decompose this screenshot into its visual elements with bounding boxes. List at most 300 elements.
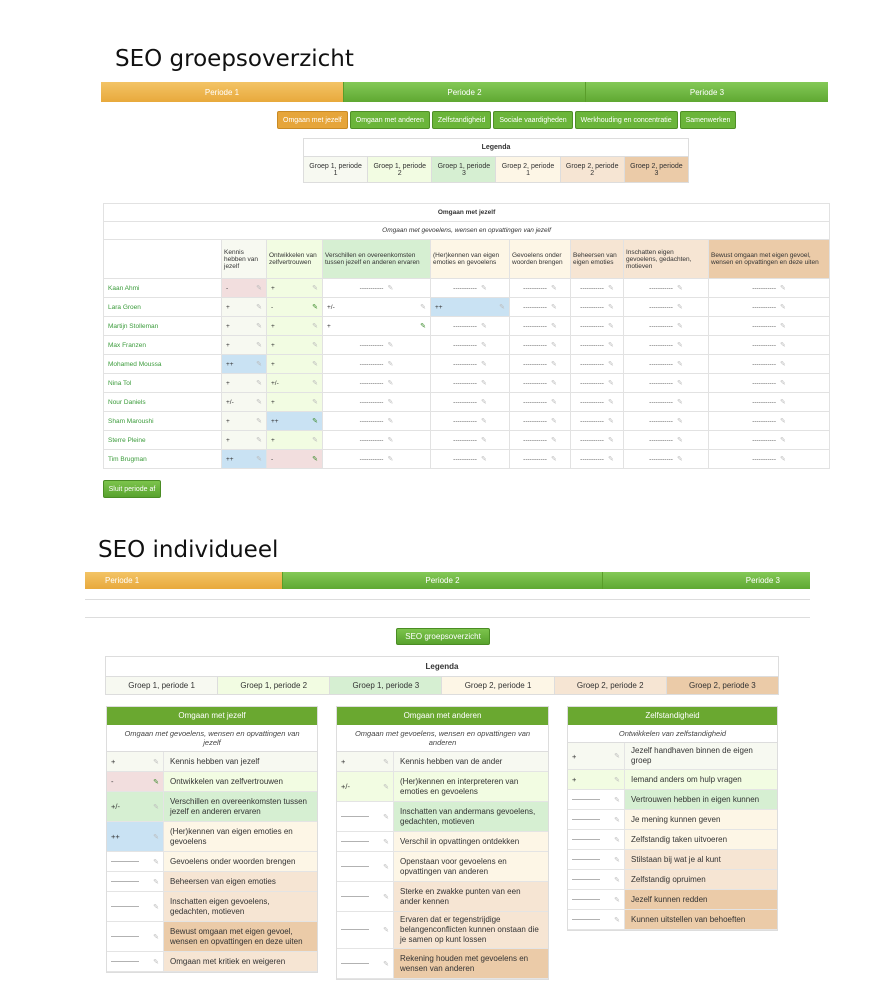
goal-label: Omgaan met kritiek en weigeren [164,952,317,971]
edit-icon[interactable]: ✎ [480,456,487,463]
goal-row [107,792,317,822]
edit-icon[interactable]: ✎ [153,778,159,786]
score-cell[interactable] [431,450,510,469]
tab-zelfstandigheid[interactable]: Zelfstandigheid [432,111,491,129]
score-cell[interactable] [222,279,267,298]
score-cell[interactable] [337,949,394,978]
score-cell[interactable] [323,431,431,450]
score-value: ----------- [752,360,776,368]
edit-icon[interactable]: ✎ [256,285,262,292]
edit-icon[interactable]: ✎ [420,323,426,330]
table-row [104,374,830,393]
score-cell[interactable] [267,431,323,450]
edit-icon[interactable]: ✎ [256,361,262,368]
score-cell[interactable] [571,298,624,317]
score-cell[interactable] [709,317,830,336]
score-cell[interactable] [431,393,510,412]
score-cell[interactable] [709,279,830,298]
score-cell[interactable] [107,792,164,821]
edit-icon[interactable]: ✎ [607,361,614,368]
score-value: ----------- [453,398,477,406]
tab-omgaan-met-jezelf[interactable]: Omgaan met jezelf [277,111,348,129]
goal-row [337,912,548,949]
score-cell[interactable] [709,355,830,374]
tab-samenwerken[interactable]: Samenwerken [680,111,737,129]
score-cell[interactable] [267,355,323,374]
student-name[interactable]: Nour Daniels [104,393,222,412]
legend-item: Groep 2, periode 2 [560,157,624,183]
edit-icon[interactable]: ✎ [614,896,620,904]
edit-icon[interactable]: ✎ [383,813,389,821]
score-cell[interactable] [323,298,431,317]
score-cell[interactable] [267,374,323,393]
edit-icon[interactable]: ✎ [387,380,394,387]
edit-icon[interactable]: ✎ [153,933,159,941]
score-cell[interactable] [568,910,625,929]
edit-icon[interactable]: ✎ [614,753,620,760]
edit-icon[interactable]: ✎ [383,893,389,901]
goal-label: Verschillen en overeenkomsten tussen jezelf en anderen ervaren [164,792,317,821]
score-cell[interactable] [510,374,571,393]
legend-top [303,138,689,183]
score-cell[interactable] [222,450,267,469]
column-header: (Her)kennen van eigen emoties en gevoelens [431,240,510,279]
score-cell[interactable] [624,279,709,298]
score-cell[interactable] [337,852,394,881]
edit-icon[interactable]: ✎ [480,437,487,444]
legend-title: Legenda [304,139,689,157]
score-cell[interactable] [431,355,510,374]
score-value: ++ [226,455,234,463]
score-cell[interactable] [222,298,267,317]
edit-icon[interactable]: ✎ [550,456,557,463]
edit-icon[interactable]: ✎ [676,361,683,368]
domain-card [336,706,549,980]
edit-icon[interactable]: ✎ [607,342,614,349]
tab-sociale-vaardigheden[interactable]: Sociale vaardigheden [493,111,572,129]
score-cell[interactable] [431,317,510,336]
edit-icon[interactable]: ✎ [480,323,487,330]
goal-label: Je mening kunnen geven [625,810,777,829]
goal-label: Zelfstandig opruimen [625,870,777,889]
period-1-tab[interactable]: Periode 1 [85,572,283,589]
period-3-tab[interactable]: Periode 3 [603,572,810,589]
score-value: ----------- [649,341,673,349]
score-cell[interactable] [624,374,709,393]
edit-icon[interactable]: ✎ [676,323,683,330]
score-cell[interactable] [709,298,830,317]
score-cell[interactable] [568,870,625,889]
student-name[interactable]: Lara Groen [104,298,222,317]
edit-icon[interactable]: ✎ [614,776,620,784]
edit-icon[interactable]: ✎ [480,380,487,387]
edit-icon[interactable]: ✎ [780,380,786,387]
score-value: + [226,379,230,387]
score-cell[interactable] [323,279,431,298]
edit-icon[interactable]: ✎ [614,836,620,844]
score-cell[interactable] [107,752,164,771]
score-cell[interactable] [571,431,624,450]
score-cell[interactable] [510,336,571,355]
score-cell[interactable] [267,412,323,431]
score-cell[interactable] [510,317,571,336]
score-cell[interactable] [709,450,830,469]
score-cell[interactable] [709,412,830,431]
student-name[interactable]: Max Franzen [104,336,222,355]
score-cell[interactable] [431,336,510,355]
period-1-tab[interactable]: Periode 1 [101,82,344,102]
edit-icon[interactable]: ✎ [550,418,557,425]
score-cell[interactable] [107,852,164,871]
score-value: -------------- [111,858,139,865]
score-cell[interactable] [431,431,510,450]
edit-icon[interactable]: ✎ [676,285,683,292]
score-cell[interactable] [624,336,709,355]
score-cell[interactable] [571,374,624,393]
edit-icon[interactable]: ✎ [480,418,487,425]
period-2-tab[interactable]: Periode 2 [344,82,586,102]
edit-icon[interactable]: ✎ [312,323,318,330]
edit-icon[interactable]: ✎ [550,323,557,330]
goal-label: Vertrouwen hebben in eigen kunnen [625,790,777,809]
edit-icon[interactable]: ✎ [780,323,786,330]
edit-icon[interactable]: ✎ [387,399,394,406]
score-cell[interactable] [510,355,571,374]
edit-icon[interactable]: ✎ [256,380,262,387]
edit-icon[interactable]: ✎ [676,380,683,387]
edit-icon[interactable]: ✎ [499,304,505,311]
goal-row [337,752,548,772]
edit-icon[interactable]: ✎ [780,361,786,368]
score-value: ++ [435,303,443,311]
edit-icon[interactable]: ✎ [550,285,557,292]
goal-label: Iemand anders om hulp vragen [625,770,777,789]
group-overview-button[interactable]: SEO groepsoverzicht [396,628,490,645]
period-3-tab[interactable]: Periode 3 [586,82,828,102]
score-cell[interactable] [510,431,571,450]
score-cell[interactable] [337,832,394,851]
edit-icon[interactable]: ✎ [550,304,557,311]
edit-icon[interactable]: ✎ [383,758,389,766]
legend-item: Groep 1, periode 2 [218,677,330,695]
score-cell[interactable] [107,922,164,951]
score-cell[interactable] [222,336,267,355]
edit-icon[interactable]: ✎ [312,380,318,387]
score-cell[interactable] [323,336,431,355]
tab-werkhouding[interactable]: Werkhouding en concentratie [575,111,678,129]
score-value: -------------- [341,863,369,870]
table-row [104,431,830,450]
goal-row [107,822,317,852]
edit-icon[interactable]: ✎ [780,399,786,406]
edit-icon[interactable]: ✎ [614,916,620,924]
score-cell[interactable] [568,790,625,809]
score-value: ----------- [649,436,673,444]
edit-icon[interactable]: ✎ [420,304,426,311]
edit-icon[interactable]: ✎ [153,903,159,911]
edit-icon[interactable]: ✎ [614,876,620,884]
score-value: ----------- [580,341,604,349]
edit-icon[interactable]: ✎ [387,285,394,292]
edit-icon[interactable]: ✎ [607,399,614,406]
edit-icon[interactable]: ✎ [387,456,394,463]
score-value: -------------- [111,903,139,910]
score-cell[interactable] [624,317,709,336]
score-cell[interactable] [571,355,624,374]
score-value: + [226,341,230,349]
edit-icon[interactable]: ✎ [676,399,683,406]
edit-icon[interactable]: ✎ [387,361,394,368]
score-cell[interactable] [510,412,571,431]
edit-icon[interactable]: ✎ [312,418,318,425]
score-cell[interactable] [323,317,431,336]
edit-icon[interactable]: ✎ [607,456,614,463]
edit-icon[interactable]: ✎ [550,342,557,349]
edit-icon[interactable]: ✎ [550,437,557,444]
score-value: ++ [271,417,279,425]
edit-icon[interactable]: ✎ [480,285,487,292]
student-name[interactable]: Kaan Ahmi [104,279,222,298]
edit-icon[interactable]: ✎ [256,342,262,349]
edit-icon[interactable]: ✎ [480,342,487,349]
score-cell[interactable] [571,279,624,298]
edit-icon[interactable]: ✎ [614,816,620,824]
edit-icon[interactable]: ✎ [256,418,262,425]
score-cell[interactable] [709,374,830,393]
score-cell[interactable] [222,317,267,336]
edit-icon[interactable]: ✎ [480,361,487,368]
score-value: ----------- [523,417,547,425]
goal-row [337,802,548,832]
edit-icon[interactable]: ✎ [607,285,614,292]
score-cell[interactable] [267,393,323,412]
edit-icon[interactable]: ✎ [550,380,557,387]
goal-row [337,852,548,882]
score-cell[interactable] [222,412,267,431]
edit-icon[interactable]: ✎ [312,437,318,444]
score-value: ++ [226,360,234,368]
legend-item: Groep 1, periode 3 [432,157,496,183]
score-cell[interactable] [624,450,709,469]
score-cell[interactable] [709,336,830,355]
edit-icon[interactable]: ✎ [607,418,614,425]
score-cell[interactable] [222,374,267,393]
edit-icon[interactable]: ✎ [256,304,262,311]
score-cell[interactable] [107,822,164,851]
edit-icon[interactable]: ✎ [312,342,318,349]
edit-icon[interactable]: ✎ [312,456,318,463]
score-cell[interactable] [107,772,164,791]
score-cell[interactable] [337,912,394,948]
score-cell[interactable] [571,336,624,355]
score-cell[interactable] [624,355,709,374]
score-value: ----------- [523,455,547,463]
score-cell[interactable] [568,850,625,869]
score-value: + [341,757,346,766]
score-cell[interactable] [571,393,624,412]
edit-icon[interactable]: ✎ [676,418,683,425]
score-cell[interactable] [431,412,510,431]
score-cell[interactable] [624,393,709,412]
edit-icon[interactable]: ✎ [780,437,786,444]
score-cell[interactable] [222,355,267,374]
score-cell[interactable] [323,450,431,469]
student-name[interactable]: Sterre Pleine [104,431,222,450]
tab-omgaan-met-anderen[interactable]: Omgaan met anderen [350,111,430,129]
score-value: ----------- [359,379,384,387]
edit-icon[interactable]: ✎ [312,361,318,368]
edit-icon[interactable]: ✎ [780,342,786,349]
score-value: ----------- [359,341,384,349]
edit-icon[interactable]: ✎ [387,437,394,444]
close-period-button[interactable]: Sluit periode af [103,480,161,498]
score-value: ----------- [752,417,776,425]
score-cell[interactable] [624,431,709,450]
legend-item: Groep 2, periode 2 [554,677,666,695]
period-2-tab[interactable]: Periode 2 [283,572,603,589]
edit-icon[interactable]: ✎ [607,304,614,311]
score-cell[interactable] [222,431,267,450]
score-value: ----------- [359,360,384,368]
edit-icon[interactable]: ✎ [607,437,614,444]
edit-icon[interactable]: ✎ [383,783,389,791]
score-cell[interactable] [709,393,830,412]
score-cell[interactable] [571,450,624,469]
score-cell[interactable] [568,830,625,849]
score-cell[interactable] [431,298,510,317]
score-cell[interactable] [107,892,164,921]
score-cell[interactable] [431,374,510,393]
edit-icon[interactable]: ✎ [153,758,159,766]
edit-icon[interactable]: ✎ [387,418,394,425]
column-header: Verschillen en overeenkomsten tussen jezelf en anderen ervaren [323,240,431,279]
score-cell[interactable] [510,298,571,317]
score-cell[interactable] [323,355,431,374]
edit-icon[interactable]: ✎ [480,399,487,406]
edit-icon[interactable]: ✎ [153,833,159,841]
score-cell[interactable] [571,412,624,431]
edit-icon[interactable]: ✎ [153,958,159,966]
edit-icon[interactable]: ✎ [676,304,683,311]
edit-icon[interactable]: ✎ [256,456,262,463]
edit-icon[interactable]: ✎ [312,285,318,292]
edit-icon[interactable]: ✎ [676,342,683,349]
edit-icon[interactable]: ✎ [607,323,614,330]
score-cell[interactable] [568,743,625,769]
student-name[interactable]: Nina Tol [104,374,222,393]
score-cell[interactable] [624,298,709,317]
score-value: - [271,455,274,463]
score-value: -------------- [572,896,600,903]
student-name[interactable]: Mohamed Moussa [104,355,222,374]
edit-icon[interactable]: ✎ [256,437,262,444]
table-row [104,336,830,355]
score-value: ----------- [580,360,604,368]
score-cell[interactable] [107,872,164,891]
score-cell[interactable] [323,412,431,431]
score-cell[interactable] [337,882,394,911]
edit-icon[interactable]: ✎ [607,380,614,387]
score-cell[interactable] [267,317,323,336]
edit-icon[interactable]: ✎ [256,323,262,330]
score-cell[interactable] [510,279,571,298]
edit-icon[interactable]: ✎ [153,858,159,866]
score-cell[interactable] [107,952,164,971]
score-value: + [111,757,116,766]
edit-icon[interactable]: ✎ [383,927,389,934]
edit-icon[interactable]: ✎ [153,803,159,811]
edit-icon[interactable]: ✎ [550,361,557,368]
student-name[interactable]: Sham Maroushi [104,412,222,431]
edit-icon[interactable]: ✎ [676,456,683,463]
score-value: -------------- [341,960,369,967]
edit-icon[interactable]: ✎ [383,960,389,968]
edit-icon[interactable]: ✎ [256,399,262,406]
edit-icon[interactable]: ✎ [383,838,389,846]
edit-icon[interactable]: ✎ [780,304,786,311]
table-row [104,298,830,317]
score-value: +/- [341,782,350,791]
score-cell[interactable] [510,393,571,412]
edit-icon[interactable]: ✎ [676,437,683,444]
edit-icon[interactable]: ✎ [312,399,318,406]
legend-item: Groep 2, periode 1 [496,157,560,183]
goal-row [107,872,317,892]
score-cell[interactable] [267,279,323,298]
score-cell[interactable] [568,770,625,789]
card-title: Omgaan met jezelf [107,707,317,725]
edit-icon[interactable]: ✎ [387,342,394,349]
edit-icon[interactable]: ✎ [383,863,389,871]
score-value: -------------- [572,856,600,863]
card-title: Omgaan met anderen [337,707,548,725]
score-cell[interactable] [337,802,394,831]
score-cell[interactable] [571,317,624,336]
goal-row [107,852,317,872]
edit-icon[interactable]: ✎ [780,418,786,425]
score-value: + [572,751,577,761]
edit-icon[interactable]: ✎ [153,878,159,886]
score-cell[interactable] [267,450,323,469]
edit-icon[interactable]: ✎ [780,456,786,463]
score-cell[interactable] [337,772,394,801]
score-cell[interactable] [568,810,625,829]
score-cell[interactable] [568,890,625,909]
individual-title: SEO individueel [98,537,279,563]
student-name[interactable]: Tim Brugman [104,450,222,469]
edit-icon[interactable]: ✎ [614,856,620,864]
edit-icon[interactable]: ✎ [550,399,557,406]
score-cell[interactable] [267,336,323,355]
name-header [104,240,222,279]
score-cell[interactable] [624,412,709,431]
edit-icon[interactable]: ✎ [614,796,620,804]
goal-row [568,910,777,930]
edit-icon[interactable]: ✎ [312,304,318,311]
legend-item: Groep 1, periode 3 [330,677,442,695]
score-cell[interactable] [431,279,510,298]
student-name[interactable]: Martijn Stolleman [104,317,222,336]
score-cell[interactable] [323,374,431,393]
score-cell[interactable] [337,752,394,771]
score-cell[interactable] [510,450,571,469]
score-cell[interactable] [323,393,431,412]
score-value: ----------- [523,284,547,292]
score-cell[interactable] [222,393,267,412]
score-cell[interactable] [709,431,830,450]
score-cell[interactable] [267,298,323,317]
edit-icon[interactable]: ✎ [780,285,786,292]
